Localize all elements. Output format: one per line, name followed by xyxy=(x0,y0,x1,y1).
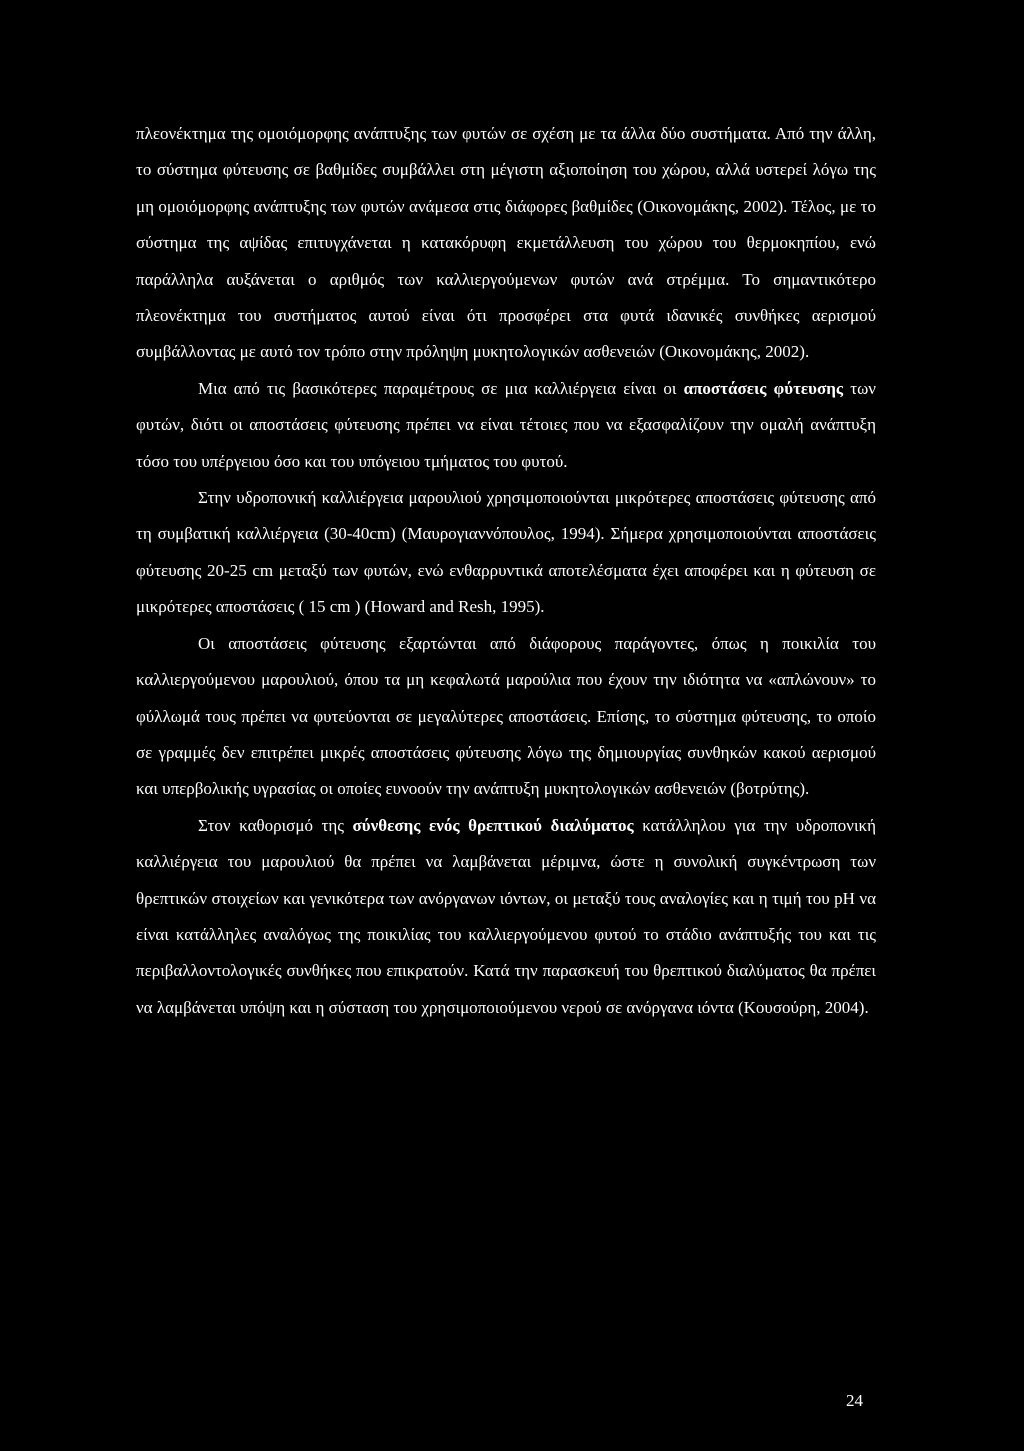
page-body xyxy=(136,116,876,1026)
paragraph-3 xyxy=(136,480,876,626)
paragraph-2-text-end: των φυτών, διότι οι αποστάσεις φύτευσης πρέπει να είναι τέτοιες που να εξασφαλίζουν την ομαλή ανάπτυξη τόσο του υπέργειου όσο και του υπόγειου τμήματος του φυτού. xyxy=(136,378,876,471)
paragraph-4 xyxy=(136,626,876,808)
paragraph-5-text-end: κατάλληλου για την υδροπονική καλλιέργεια του μαρουλιού θα πρέπει να λαμβάνεται μέριμνα, ώστε η συνολική συγκέντρωση των θρεπτικών στοιχείων και γενικότερα των ανόργανων ιόντων, οι μεταξύ τους αναλογίες και η τιμή του pH να είναι κατάλληλες αναλόγως της ποικιλίας του καλλιεργούμενου φυτού το στάδιο ανάπτυξής του και τις περιβαλλοντολογικές συνθήκες που επικρατούν. Κατά την παρασκευή του θρεπτικού διαλύματος θα πρέπει να λαμβάνεται υπόψη και η σύσταση του χρησιμοποιούμενου νερού σε ανόργανα ιόντα (Κουσούρη, 2004). xyxy=(136,815,876,1017)
paragraph-1-text: πλεονέκτημα της ομοιόμορφης ανάπτυξης των φυτών σε σχέση με τα άλλα δύο συστήματα. Από την άλλη, το σύστημα φύτευσης σε βαθμίδες συμβάλλει στη μέγιστη αξιοποίηση του χώρου, αλλά υστερεί λόγω της μη ομοιόμορφης ανάπτυξης των φυτών ανάμεσα στις διάφορες βαθμίδες (Οικονομάκης, 2002). Τέλος, με το σύστημα της αψίδας επιτυγχάνεται η κατακόρυφη εκμετάλλευση του χώρου του θερμοκηπίου, ενώ παράλληλα αυξάνεται ο αριθμός των καλλιεργούμενων φυτών ανά στρέμμα. Το σημαντικότερο πλεονέκτημα του συστήματος αυτού είναι ότι προσφέρει στα φυτά ιδανικές συνθήκες αερισμού συμβάλλοντας με αυτό τον τρόπο στην πρόληψη μυκητολογικών ασθενειών (Οικονομάκης, 2002). xyxy=(136,124,876,362)
paragraph-2-bold-term: αποστάσεις φύτευσης xyxy=(683,378,844,398)
paragraph-5 xyxy=(136,808,876,1026)
paragraph-2-text-start: Μια από τις βασικότερες παραμέτρους σε μια καλλιέργεια είναι οι xyxy=(198,378,684,398)
paragraph-4-text: Οι αποστάσεις φύτευσης εξαρτώνται από διάφορους παράγοντες, όπως η ποικιλία του καλλιεργούμενου μαρουλιού, όπου τα μη κεφαλωτά μαρούλια που έχουν την ιδιότητα να «απλώνουν» το φύλλωμά τους πρέπει να φυτεύονται σε μεγαλύτερες αποστάσεις. Επίσης, το σύστημα φύτευσης, το οποίο σε γραμμές δεν επιτρέπει μικρές αποστάσεις φύτευσης λόγω της δημιουργίας συνθηκών κακού αερισμού και υπερβολικής υγρασίας οι οποίες ευνοούν την ανάπτυξη μυκητολογικών ασθενειών (βοτρύτης). xyxy=(136,633,876,799)
page-number: 24 xyxy=(846,1391,863,1410)
paragraph-5-bold-term: σύνθεσης ενός θρεπτικού διαλύματος xyxy=(352,815,634,835)
paragraph-3-text: Στην υδροπονική καλλιέργεια μαρουλιού χρησιμοποιούνται μικρότερες αποστάσεις φύτευσης από τη συμβατική καλλιέργεια (30-40cm) (Μαυρογιαννόπουλος, 1994). Σήμερα χρησιμοποιούνται αποστάσεις φύτευσης 20-25 cm μεταξύ των φυτών, ενώ ενθαρρυντικά αποτελέσματα έχει αποφέρει και η φύτευση σε μικρότερες αποστάσεις ( 15 cm ) (Howard and Resh, 1995). xyxy=(136,488,876,617)
paragraph-1 xyxy=(136,116,876,371)
paragraph-5-text-start: Στον καθορισμό της xyxy=(198,815,353,835)
paragraph-2 xyxy=(136,371,876,480)
